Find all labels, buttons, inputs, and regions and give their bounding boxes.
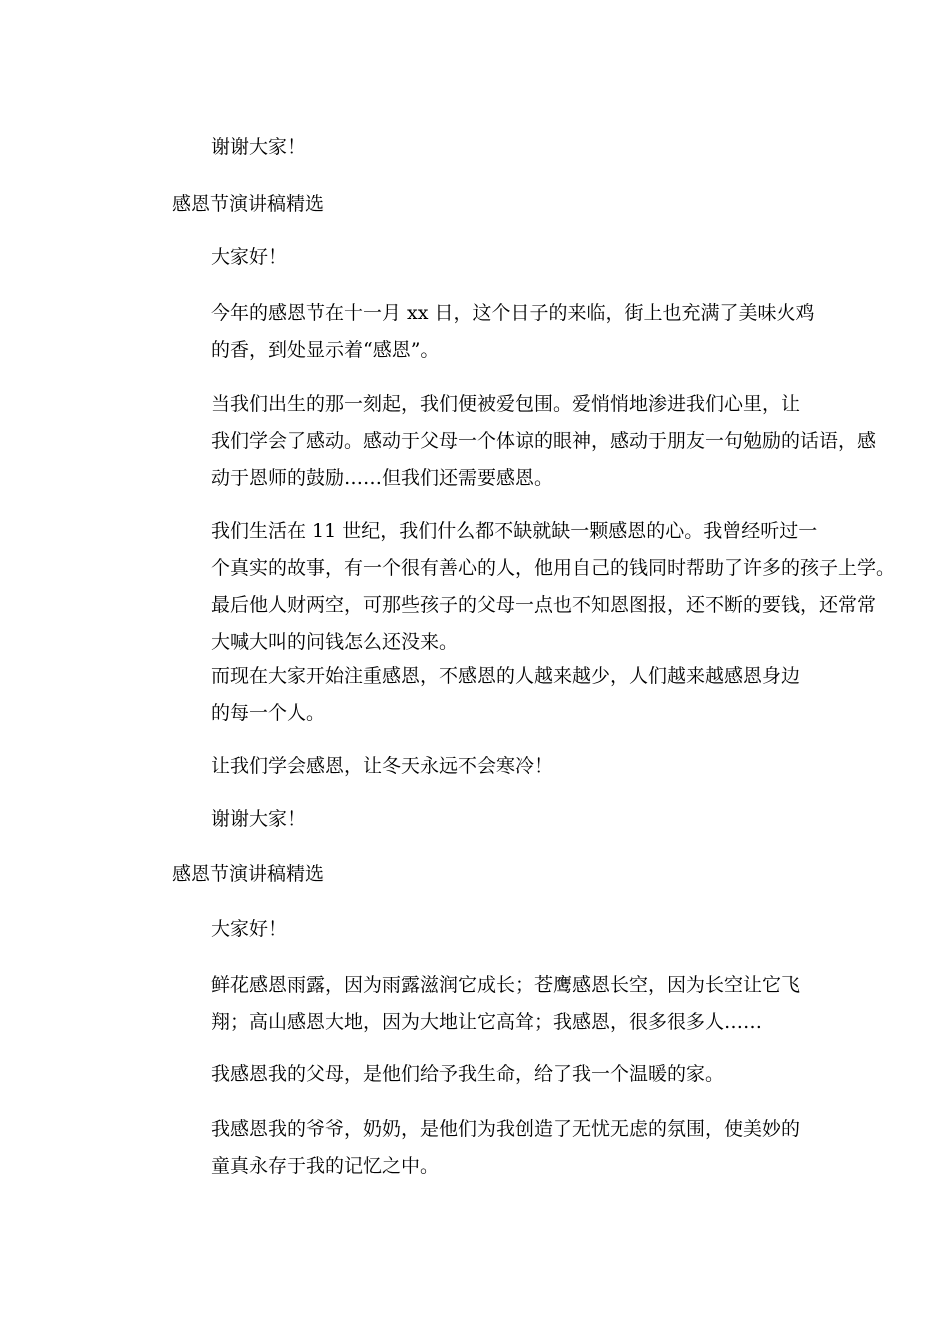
text-line: 动于恩师的鼓励……但我们还需要感恩。 [211, 467, 554, 489]
paragraph-body [172, 748, 812, 785]
paragraph-closing-thanks [172, 801, 812, 838]
text-line: 大家好！ [211, 246, 288, 268]
paragraph-greeting [172, 239, 812, 276]
text-line: 的每一个人。 [211, 702, 326, 724]
text-line: 大家好！ [211, 918, 288, 940]
text-line: 感恩节演讲稿精选 [172, 193, 325, 215]
text-line: 个真实的故事，有一个很有善心的人，他用自己的钱同时帮助了许多的孩子上学。 [211, 557, 896, 579]
text-line: 翔；高山感恩大地，因为大地让它高耸；我感恩，很多很多人…… [211, 1011, 763, 1033]
paragraph-body [172, 1056, 812, 1093]
text-line: 鲜花感恩雨露，因为雨露滋润它成长；苍鹰感恩长空，因为长空让它飞 [211, 974, 801, 996]
text-line: 谢谢大家！ [211, 136, 307, 158]
text-line: 让我们学会感恩，让冬天永远不会寒冷！ [211, 755, 554, 777]
paragraph-body [172, 513, 896, 661]
text-line: 的香，到处显示着“感恩”。 [211, 339, 440, 361]
section-heading [172, 186, 812, 223]
text-line: 我感恩我的父母，是他们给予我生命，给了我一个温暖的家。 [211, 1063, 725, 1085]
text-line: 我们学会了感动。感动于父母一个体谅的眼神，感动于朋友一句勉励的话语，感 [211, 430, 877, 452]
paragraph-body [172, 386, 877, 497]
paragraph-closing-thanks [172, 129, 812, 166]
text-line: 感恩节演讲稿精选 [172, 863, 325, 885]
text-line: 当我们出生的那一刻起，我们便被爱包围。爱悄悄地渗进我们心里，让 [211, 393, 801, 415]
paragraph-body [172, 295, 815, 369]
text-line: 而现在大家开始注重感恩，不感恩的人越来越少，人们越来越感恩身边 [211, 665, 801, 687]
text-line: 我们生活在 11 世纪，我们什么都不缺就缺一颗感恩的心。我曾经听过一 [211, 520, 818, 542]
text-line: 我感恩我的爷爷，奶奶，是他们为我创造了无忧无虑的氛围，使美妙的 [211, 1118, 801, 1140]
text-line: 今年的感恩节在十一月 xx 日，这个日子的来临，街上也充满了美味火鸡 [211, 302, 815, 324]
section-heading [172, 856, 812, 893]
text-line: 最后他人财两空，可那些孩子的父母一点也不知恩图报，还不断的要钱，还常常 [211, 594, 877, 616]
text-line: 大喊大叫的问钱怎么还没来。 [211, 631, 459, 653]
paragraph-body [172, 1111, 812, 1185]
paragraph-body [172, 967, 812, 1041]
text-line: 谢谢大家！ [211, 808, 307, 830]
paragraph-body [172, 658, 812, 732]
text-line: 童真永存于我的记忆之中。 [211, 1155, 440, 1177]
paragraph-greeting [172, 911, 812, 948]
